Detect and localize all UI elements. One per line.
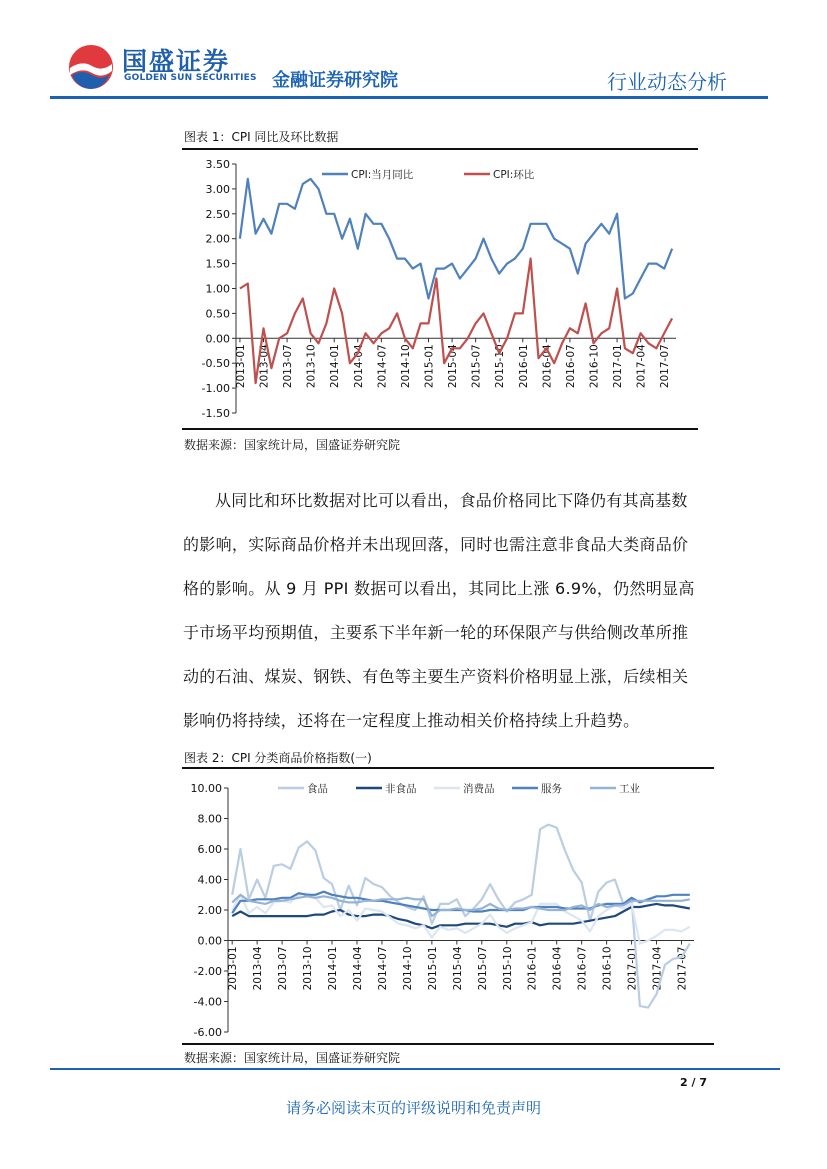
x-tick-label: 2016-04 — [551, 946, 564, 991]
paragraph-line: 动的石油、煤炭、钢铁、有色等主要生产资料价格明显上涨，后续相关 — [183, 667, 689, 686]
x-tick-label: 2013-01 — [234, 344, 247, 389]
header-divider — [50, 96, 768, 99]
figure2-top-rule — [182, 767, 714, 769]
x-tick-label: 2016-01 — [526, 946, 539, 991]
x-tick-label: 2015-07 — [470, 344, 483, 389]
legend-label: 非食品 — [385, 783, 417, 795]
x-tick-label: 2017-04 — [651, 946, 664, 991]
x-tick-label: 2016-07 — [576, 946, 589, 991]
x-tick-label: 2014-10 — [399, 344, 412, 389]
y-tick-label: 4.00 — [197, 873, 222, 887]
y-tick-label: 1.50 — [205, 257, 230, 271]
x-tick-label: 2013-04 — [252, 946, 265, 991]
footer-divider — [50, 1068, 780, 1070]
x-tick-label: 2016-01 — [517, 344, 530, 389]
y-tick-label: 0.00 — [205, 332, 230, 346]
x-tick-label: 2015-10 — [494, 344, 507, 389]
x-tick-label: 2017-01 — [626, 946, 639, 991]
y-tick-label: -2.00 — [193, 965, 222, 978]
cpi-yoy-mom-chart — [182, 150, 698, 425]
x-tick-label: 2014-04 — [351, 946, 364, 991]
paragraph-line: 影响仍将持续，还将在一定程度上推动相关价格持续上升趋势。 — [183, 711, 640, 730]
institute-name: 金融证券研究院 — [272, 70, 398, 91]
legend-label: 消费品 — [463, 783, 495, 795]
y-tick-label: 3.50 — [205, 158, 230, 171]
y-tick-label: 2.00 — [205, 232, 230, 246]
logo-text: 国盛证券 — [122, 47, 231, 76]
x-tick-label: 2017-01 — [612, 344, 625, 389]
legend-label: 工业 — [619, 783, 640, 795]
series-line — [240, 179, 672, 299]
figure1-bottom-rule — [182, 428, 698, 430]
x-tick-label: 2017-04 — [635, 344, 648, 389]
y-tick-label: -4.00 — [193, 995, 222, 1009]
x-tick-label: 2017-07 — [676, 946, 689, 991]
disclaimer-text: 请务必阅读末页的评级说明和免责声明 — [285, 1099, 541, 1117]
x-tick-label: 2013-07 — [277, 946, 290, 991]
y-tick-label: 8.00 — [197, 812, 222, 826]
x-tick-label: 2014-04 — [352, 344, 365, 389]
x-tick-label: 2014-10 — [401, 946, 414, 991]
x-tick-label: 2016-04 — [541, 344, 554, 389]
y-tick-label: 0.50 — [205, 307, 230, 321]
x-tick-label: 2013-01 — [227, 946, 240, 991]
x-tick-label: 2014-07 — [376, 344, 389, 389]
logo-icon — [68, 44, 114, 90]
cpi-category-index-chart — [182, 770, 712, 1042]
x-tick-label: 2013-10 — [305, 344, 318, 389]
x-tick-label: 2013-07 — [282, 344, 295, 389]
x-tick-label: 2015-04 — [447, 344, 460, 389]
figure2-title: 图表 2：CPI 分类商品价格指数(一) — [184, 751, 372, 765]
legend-label: 食品 — [307, 783, 328, 795]
x-tick-label: 2016-10 — [601, 946, 614, 991]
x-tick-label: 2015-07 — [476, 946, 489, 991]
x-tick-label: 2013-10 — [302, 946, 315, 991]
y-tick-label: 10.00 — [190, 782, 222, 795]
paragraph-line: 从同比和环比数据对比可以看出，食品价格同比下降仍有其高基数 — [215, 491, 688, 510]
x-tick-label: 2015-01 — [423, 344, 436, 389]
figure1-source: 数据来源：国家统计局，国盛证券研究院 — [184, 438, 401, 452]
x-tick-label: 2015-04 — [451, 946, 464, 991]
y-tick-label: 6.00 — [197, 843, 222, 856]
y-tick-label: 3.00 — [205, 182, 230, 196]
paragraph-line: 的影响，实际商品价格并未出现回落，同时也需注意非食品大类商品价 — [183, 535, 689, 554]
document-type: 行业动态分析 — [607, 70, 727, 94]
y-tick-label: 2.00 — [197, 904, 222, 917]
y-tick-label: -6.00 — [193, 1026, 222, 1039]
y-tick-label: -1.50 — [201, 407, 230, 420]
paragraph-line: 格的影响。从 9 月 PPI 数据可以看出，其同比上涨 6.9%，仍然明显高 — [183, 579, 695, 598]
figure2-bottom-rule — [182, 1043, 714, 1045]
x-tick-label: 2016-10 — [588, 344, 601, 389]
x-tick-label: 2014-01 — [327, 946, 340, 991]
y-tick-label: 1.00 — [205, 282, 230, 296]
y-tick-label: 0.00 — [197, 934, 222, 948]
x-tick-label: 2015-10 — [501, 946, 514, 991]
page-number: 2 / 7 — [680, 1076, 707, 1089]
x-tick-label: 2017-07 — [659, 344, 672, 389]
figure2-source: 数据来源：国家统计局，国盛证券研究院 — [184, 1051, 401, 1065]
x-tick-label: 2014-07 — [376, 946, 389, 991]
paragraph-line: 于市场平均预期值，主要系下半年新一轮的环保限产与供给侧改革所推 — [183, 623, 689, 642]
legend-label: CPI:当月同比 — [351, 169, 414, 181]
x-tick-label: 2016-07 — [564, 344, 577, 389]
x-tick-label: 2014-01 — [329, 344, 342, 389]
logo-english-text: GOLDEN SUN SECURITIES — [124, 73, 257, 83]
y-tick-label: 2.50 — [205, 207, 230, 221]
y-tick-label: -1.00 — [201, 382, 230, 396]
legend-label: 服务 — [541, 783, 562, 795]
x-tick-label: 2013-04 — [258, 344, 271, 389]
x-tick-label: 2015-01 — [426, 946, 439, 991]
legend-label: CPI:环比 — [493, 169, 535, 181]
figure1-title: 图表 1：CPI 同比及环比数据 — [184, 130, 339, 144]
y-tick-label: -0.50 — [201, 357, 230, 371]
